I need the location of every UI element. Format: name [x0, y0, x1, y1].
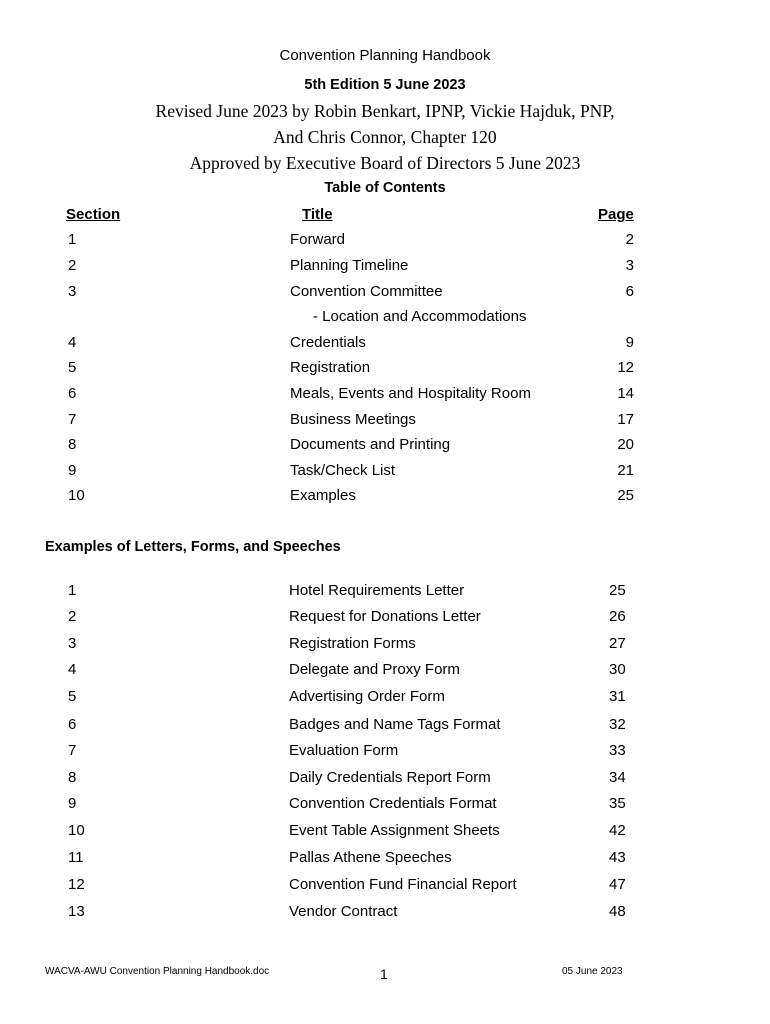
toc-header-title: Title: [302, 206, 333, 223]
example-page: 30: [609, 661, 626, 678]
toc-section-number: 6: [68, 385, 77, 402]
example-title: Daily Credentials Report Form: [289, 769, 491, 786]
example-row[interactable]: [0, 822, 770, 842]
example-number: 7: [68, 742, 77, 759]
toc-section-title: Planning Timeline: [290, 257, 409, 274]
examples-heading: Examples of Letters, Forms, and Speeches: [45, 539, 341, 555]
toc-section-number: 7: [68, 411, 77, 428]
example-row[interactable]: [0, 769, 770, 789]
toc-row[interactable]: [0, 436, 770, 456]
example-number: 11: [68, 849, 84, 866]
toc-row[interactable]: [0, 334, 770, 354]
toc-section-title: Documents and Printing: [290, 436, 451, 453]
example-row[interactable]: [0, 661, 770, 681]
example-number: 6: [68, 716, 77, 733]
example-row[interactable]: [0, 849, 770, 869]
toc-page-number: 6: [625, 283, 634, 300]
revised-line-1: Revised June 2023 by Robin Benkart, IPNP, Vickie Hajduk, PNP,: [155, 101, 615, 121]
toc-page-number: 20: [617, 436, 634, 453]
footer-date: 05 June 2023: [562, 966, 623, 977]
toc-row[interactable]: [0, 257, 770, 277]
example-page: 42: [609, 822, 626, 839]
example-title: Badges and Name Tags Format: [289, 716, 501, 733]
document-title: Convention Planning Handbook: [279, 47, 491, 64]
toc-row[interactable]: [0, 231, 770, 251]
example-row[interactable]: [0, 742, 770, 762]
toc-section-number: 2: [68, 257, 77, 274]
toc-header-row: [0, 206, 770, 226]
example-row[interactable]: [0, 876, 770, 896]
toc-page-number: 2: [625, 231, 634, 248]
example-row[interactable]: [0, 795, 770, 815]
example-page: 48: [609, 903, 626, 920]
approved-line: Approved by Executive Board of Directors 5 June 2023: [189, 153, 581, 173]
example-row[interactable]: [0, 635, 770, 655]
example-title: Convention Credentials Format: [289, 795, 497, 812]
example-page: 26: [609, 608, 626, 625]
example-title: Vendor Contract: [289, 903, 398, 920]
example-number: 4: [68, 661, 77, 678]
toc-page-number: 14: [617, 385, 634, 402]
example-title: Evaluation Form: [289, 742, 399, 759]
toc-section-title: Forward: [290, 231, 346, 248]
example-number: 8: [68, 769, 77, 786]
example-title: Convention Fund Financial Report: [289, 876, 517, 893]
example-page: 35: [609, 795, 626, 812]
toc-row[interactable]: [0, 308, 770, 328]
toc-section-title: Business Meetings: [290, 411, 416, 428]
example-number: 5: [68, 688, 77, 705]
example-page: 43: [609, 849, 626, 866]
example-page: 33: [609, 742, 626, 759]
example-page: 31: [609, 688, 626, 705]
toc-section-title: Credentials: [290, 334, 366, 351]
toc-section-title: Registration: [290, 359, 371, 376]
toc-heading: Table of Contents: [324, 180, 446, 196]
toc-row[interactable]: [0, 411, 770, 431]
example-title: Event Table Assignment Sheets: [289, 822, 500, 839]
example-row[interactable]: [0, 582, 770, 602]
toc-section-number: 1: [68, 231, 77, 248]
toc-page-number: 3: [625, 257, 634, 274]
toc-section-number: 8: [68, 436, 77, 453]
toc-row[interactable]: [0, 462, 770, 482]
example-page: 32: [609, 716, 626, 733]
toc-section-number: 5: [68, 359, 77, 376]
edition-line: 5th Edition 5 June 2023: [304, 77, 466, 93]
example-number: 13: [68, 903, 85, 920]
toc-row[interactable]: [0, 385, 770, 405]
footer-page-number: 1: [380, 966, 388, 982]
example-number: 12: [68, 876, 85, 893]
toc-header-page: Page: [598, 206, 634, 223]
example-row[interactable]: [0, 688, 770, 708]
example-page: 27: [609, 635, 626, 652]
toc-row[interactable]: [0, 283, 770, 303]
example-row[interactable]: [0, 716, 770, 736]
toc-section-number: 4: [68, 334, 77, 351]
toc-page-number: 9: [625, 334, 634, 351]
example-number: 10: [68, 822, 85, 839]
toc-section-number: 3: [68, 283, 77, 300]
example-title: Pallas Athene Speeches: [289, 849, 452, 866]
example-row[interactable]: [0, 903, 770, 923]
example-title: Delegate and Proxy Form: [289, 661, 460, 678]
example-number: 2: [68, 608, 77, 625]
toc-section-number: 9: [68, 462, 77, 479]
example-title: Registration Forms: [289, 635, 416, 652]
toc-row[interactable]: [0, 487, 770, 507]
example-row[interactable]: [0, 608, 770, 628]
footer-filename: WACVA-AWU Convention Planning Handbook.doc: [45, 966, 270, 977]
toc-page-number: 25: [617, 487, 634, 504]
example-page: 47: [609, 876, 626, 893]
example-number: 3: [68, 635, 77, 652]
revised-line-2: And Chris Connor, Chapter 120: [273, 127, 497, 147]
example-title: Hotel Requirements Letter: [289, 582, 465, 599]
example-title: Request for Donations Letter: [289, 608, 481, 625]
example-number: 1: [68, 582, 77, 599]
toc-page-number: 12: [617, 359, 634, 376]
toc-section-subtitle: - Location and Accommodations: [313, 308, 527, 325]
example-number: 9: [68, 795, 77, 812]
toc-section-title: Meals, Events and Hospitality Room: [290, 385, 531, 402]
toc-section-title: Task/Check List: [290, 462, 396, 479]
example-page: 25: [609, 582, 626, 599]
toc-section-title: Convention Committee: [290, 283, 443, 300]
toc-section-number: 10: [68, 487, 85, 504]
toc-page-number: 17: [617, 411, 634, 428]
example-title: Advertising Order Form: [289, 688, 445, 705]
toc-row[interactable]: [0, 359, 770, 379]
toc-page-number: 21: [617, 462, 634, 479]
toc-header-section: Section: [66, 206, 121, 223]
toc-section-title: Examples: [290, 487, 356, 504]
example-page: 34: [609, 769, 626, 786]
